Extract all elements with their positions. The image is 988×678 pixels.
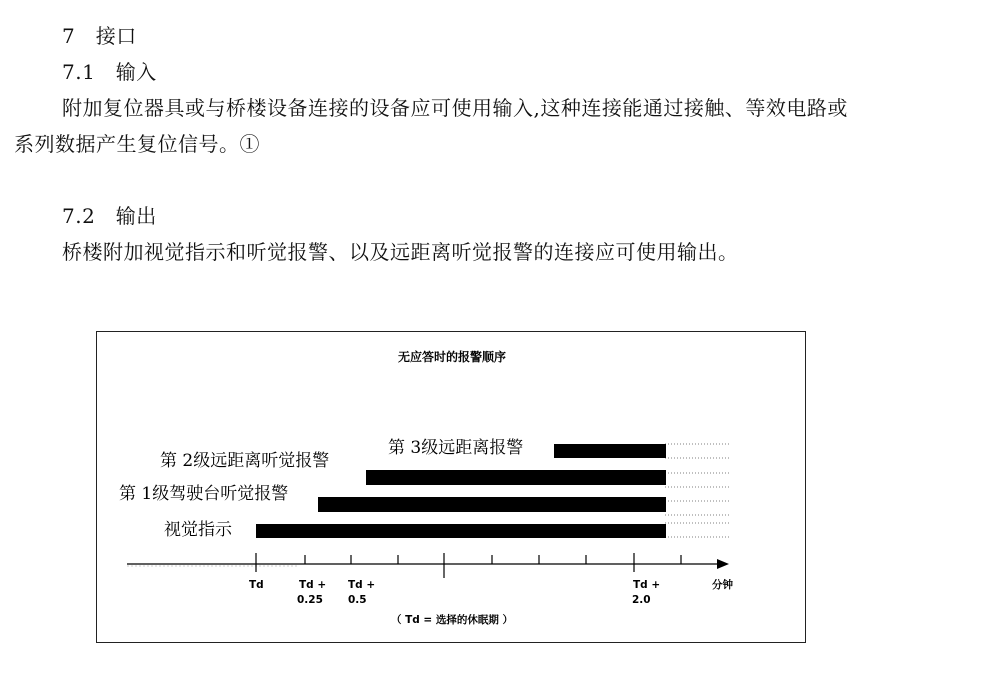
section-7-1-heading: 7.1 输入: [62, 60, 157, 84]
section-7-1-paragraph-line2: 系列数据产生复位信号。①: [14, 132, 260, 156]
bar-level2-remote-audible-alarm: [366, 470, 666, 485]
tick-label-025-line1: Td +: [299, 579, 327, 591]
bar-label-level3: 第 3级远距离报警: [388, 438, 524, 458]
alarm-sequence-figure: [96, 331, 806, 643]
section-7-1-paragraph-line1: 附加复位器具或与桥楼设备连接的设备应可使用输入,这种连接能通过接触、等效电路或: [62, 96, 848, 120]
tick-label-05-line2: 0.5: [348, 594, 367, 606]
bar-level1-bridge-audible-alarm: [318, 497, 666, 512]
alarm-sequence-chart: [97, 332, 807, 644]
chart-title: 无应答时的报警顺序: [397, 350, 507, 364]
tick-label-025-line2: 0.25: [297, 594, 323, 606]
chart-note: （ Td = 选择的休眠期 ）: [390, 614, 514, 626]
bar-label-level1: 第 1级驾驶台听觉报警: [119, 484, 289, 504]
section-7-2-heading: 7.2 输出: [62, 204, 157, 228]
bar-level3-remote-alarm: [554, 444, 666, 458]
bar-label-level2: 第 2级远距离听觉报警: [160, 451, 330, 471]
bar-label-visual: 视觉指示: [164, 520, 232, 540]
tick-label-20-line2: 2.0: [632, 594, 651, 606]
axis-unit-label: 分钟: [712, 579, 733, 591]
section-7-2-paragraph: 桥楼附加视觉指示和听觉报警、以及远距离听觉报警的连接应可使用输出。: [62, 240, 739, 264]
section-7-heading: 7 接口: [62, 24, 137, 48]
tick-label-td: Td: [249, 579, 264, 591]
bar-visual-indication: [256, 524, 666, 538]
axis-arrowhead: [717, 559, 729, 569]
tick-label-20-line1: Td +: [633, 579, 661, 591]
tick-label-05-line1: Td +: [348, 579, 376, 591]
